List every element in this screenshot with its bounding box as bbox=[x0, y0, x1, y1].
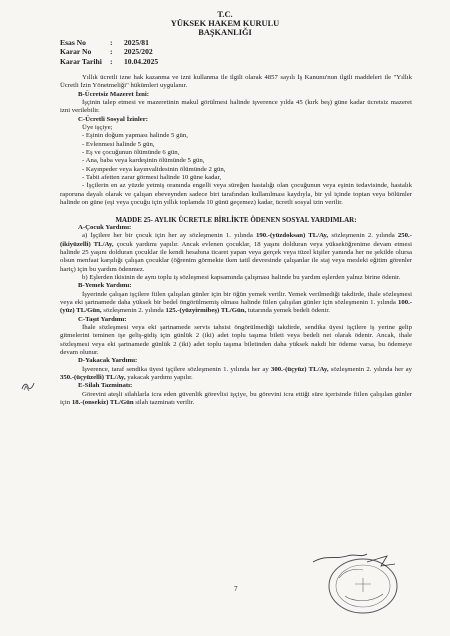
section-c-title: C-Ücretli Sosyal İzinler: bbox=[78, 115, 148, 123]
page-number: 7 bbox=[234, 585, 238, 593]
section-b-text: İşçinin talep etmesi ve mazeretinin makul görülmesi halinde işverence yılda 45 (kırk beş) güne kadar ücretsiz mazeret izni verilebilir. bbox=[60, 99, 412, 115]
text-span: yakacak yardımı yapılır. bbox=[125, 374, 193, 382]
header-tc: T.C. bbox=[217, 10, 233, 19]
text-span: a) İşçilere her bir çocuk için her ay sözleşmenin 1. yılında bbox=[82, 232, 256, 240]
amount-year2: 350.-(üçyüzelli) TL/Ay, bbox=[60, 374, 126, 382]
text-span: çocuk yardımı yapılır. Ancak evlenen çocuklar, 18 yaşını dolduran veya yükseköğrenime devam etmesi halinde 25 yaşını dolduran çocuklar ile kendi hesabına ticaret yapan veya gerçek veya tüzel kişiler yanında her ne şekilde olursa olsun menfaat karşılığı çalışan çocuklar (öğrenim görmekte iken tatil devresinde çalışanlar ile staj veya mesleki eğitim görenler hariç) için bu yardım ödenmez. bbox=[60, 240, 412, 273]
margin-scribble-mark bbox=[20, 380, 36, 392]
text-span: İşverence, taraf sendika üyesi işçilere sözleşmenin 1. yılında her ay bbox=[82, 365, 272, 373]
karar-row bbox=[60, 47, 158, 56]
amount-year2: 125.-(yüzyirmibeş) TL/Gün, bbox=[165, 307, 247, 315]
document-body bbox=[60, 74, 412, 407]
text-span: İşyerinde çalışan işçilere fiilen çalışılan günler için bir öğün yemek verilir. Yemek verilmediği takdirde, ihale sözleşmesi veya eki şartnamede daha yüksek bir bedel öngörülmemiş olması halinde fiilen çalışılan günler için sözleşmenin 1. yılında bbox=[60, 290, 412, 306]
esas-label: Esas No bbox=[60, 38, 86, 47]
text-span: sözleşmenin 2. yılında her ay bbox=[328, 365, 412, 373]
list-item: - Kayınpeder veya kayınvalidesinin ölümünde 2 gün, bbox=[82, 165, 226, 173]
text-span: sözleşmenin 2. yılında bbox=[328, 232, 398, 240]
colon: : bbox=[110, 38, 113, 47]
child-allowance-text-a bbox=[60, 232, 412, 274]
section-c-intro: Üye işçiye; bbox=[82, 124, 113, 132]
colon: : bbox=[110, 56, 113, 66]
text-span: Görevini ateşli silahlarla icra eden güvenlik görevlisi işçiye, bu görevini icra ettiği süre içerisinde fiilen çalışılan günler için bbox=[60, 390, 412, 407]
official-seal-stamp bbox=[305, 548, 403, 618]
colon: : bbox=[110, 47, 113, 57]
fuel-allowance-title: D-Yakacak Yardımı: bbox=[78, 357, 138, 365]
case-meta bbox=[60, 38, 158, 66]
tarih-row bbox=[60, 57, 158, 66]
amount-daily: 18.-(onsekiz) TL/Gün bbox=[71, 399, 134, 407]
list-item: - Eş ve çocuğunun ölümünde 6 gün, bbox=[82, 149, 180, 157]
tarih-value: 10.04.2025 bbox=[124, 56, 159, 66]
esas-value: 2025/81 bbox=[124, 38, 149, 47]
amount-year2: 250.-(ikiyüzelli) TL/Ay, bbox=[60, 232, 412, 248]
list-item: - Eşinin doğum yapması halinde 5 gün, bbox=[82, 132, 188, 140]
fuel-allowance-text bbox=[60, 366, 412, 383]
list-item: - Tabii afetten zarar görmesi halinde 10 güne kadar, bbox=[82, 174, 222, 182]
esas-row bbox=[60, 38, 158, 47]
list-item: - Ana, baba veya kardeşinin ölümünde 5 gün, bbox=[82, 157, 205, 165]
child-allowance-title: A-Çocuk Yardımı: bbox=[78, 223, 132, 231]
amount-year1: 100.-(yüz) TL/Gün, bbox=[60, 298, 412, 315]
article-25-title: MADDE 25- AYLIK ÜCRETLE BİRLİKTE ÖDENEN SOSYAL YARDIMLAR: bbox=[115, 215, 357, 224]
amount-year1: 300.-(üçyüz) TL/Ay, bbox=[271, 365, 329, 373]
header-dept: BAŞKANLIĞI bbox=[198, 28, 252, 37]
transport-allowance-text: İhale sözleşmesi veya eki şartnamede servis tahsisi öngörülmediği takdirde, sendika üyesi işçilere iş yerine gelip gitmelerini teminen işe geliş-gidiş için günlük 2 (iki) adet toplu taşıma bileti veya bedeli net olarak ödenir. Ancak, ihale sözleşmesi veya eki şartnamede günlük 2 (iki) adet toplu taşıma biletinden daha yüksek nakdi bir ödeme varsa, bu ödemeye devam olunur. bbox=[60, 323, 412, 356]
meal-allowance-text bbox=[60, 291, 412, 316]
section-c-last: - İşçilerin en az yüzde yetmiş oranında engelli veya süreğen hastalığı olan çocuğunun veya eşinin tedavisinde, hastalık raporuna dayalı olarak ve çalışan ebeveynden sadece biri tarafından kullanılması kaydıyla, bir yıl içinde toptan veya bölümler halinde on güne (eşi veya çocuğu için yıllık toplamda 10 günü geçemez) kadar, ücretli sosyal izin verilir. bbox=[60, 182, 412, 207]
weapon-allowance-title: E-Silah Tazminatı: bbox=[78, 382, 133, 390]
tarih-label: Karar Tarihi bbox=[60, 56, 102, 66]
text-span: tutarında yemek bedeli ödenir. bbox=[246, 307, 330, 315]
karar-value: 2025/202 bbox=[124, 47, 153, 57]
text-span: silah tazminatı verilir. bbox=[133, 399, 195, 407]
list-item: - Evlenmesi halinde 5 gün, bbox=[82, 140, 155, 148]
intro-paragraph: Yıllık ücretli izne hak kazanma ve izni kullanma ile ilgili olarak 4857 sayılı İş Kanunu'nun ilgili maddeleri ile "Yıllık Ücretli İzin Yönetmeliği" hükümleri uygulanır. bbox=[60, 74, 412, 90]
text-span: sözleşmenin 2. yılında bbox=[101, 307, 166, 315]
child-allowance-text-b: b) Eşlerden ikisinin de aynı toplu iş sözleşmesi kapsamında çalışması halinde bu yardım eşlerden yalnız birine ödenir. bbox=[82, 273, 401, 281]
section-b-title: B-Ücretsiz Mazeret İzni: bbox=[78, 90, 149, 98]
amount-year1: 190.-(yüzdoksan) TL/Ay, bbox=[255, 232, 329, 240]
weapon-allowance-text bbox=[60, 391, 412, 408]
meal-allowance-title: B-Yemek Yardımı: bbox=[78, 282, 132, 290]
karar-label: Karar No bbox=[60, 47, 92, 57]
transport-allowance-title: C-Taşıt Yardımı: bbox=[78, 315, 127, 323]
header-org: YÜKSEK HAKEM KURULU bbox=[170, 19, 280, 28]
